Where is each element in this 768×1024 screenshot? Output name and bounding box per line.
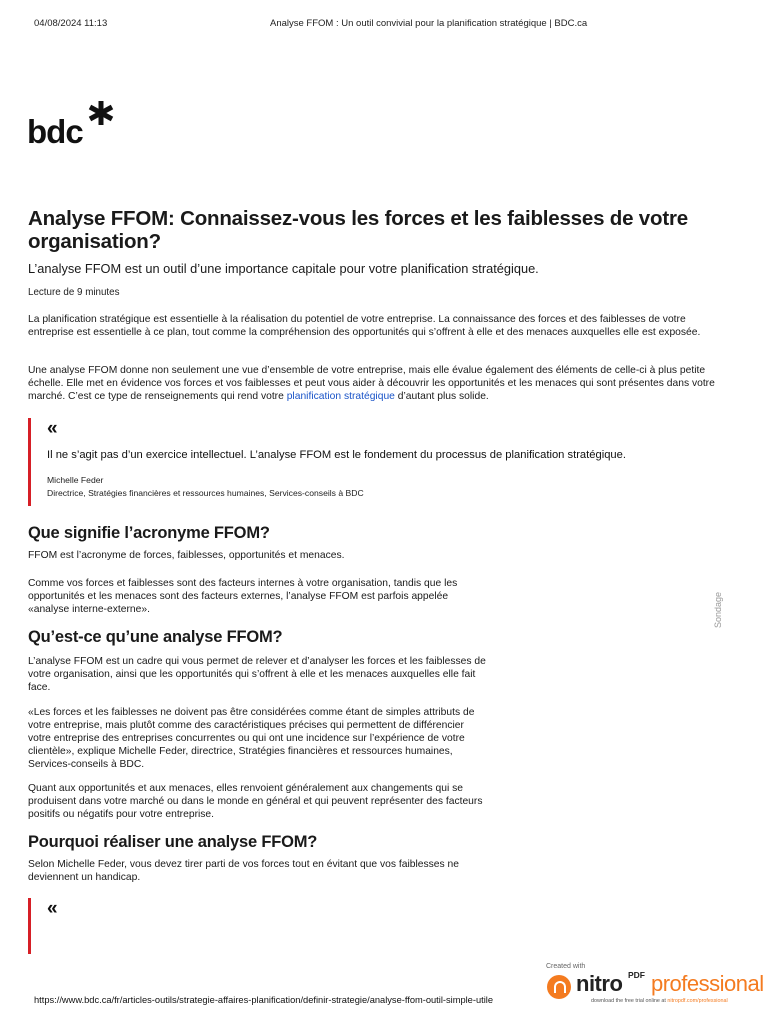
section-what-is-paragraph-2: «Les forces et les faiblesses ne doivent pas être considérées comme étant de simples attributs de votre entreprise, mais plutôt comme des caractéristiques précises qui permettent de différencier votre entreprise des entreprises concurrentes ou qui ont une incidence sur l’expérience de votre clientèle», explique Michelle Feder, directrice, Stratégies financières et ressources humaines, Services-conseils à BDC. xyxy=(28,707,475,770)
section-what-is-paragraph-3: Quant aux opportunités et aux menaces, elles renvoient généralement aux changements qui se produisent dans votre marché ou dans le monde en général et qui peuvent représenter des facteurs positifs ou négatifs pour votre entreprise. xyxy=(28,783,483,820)
print-footer-url: https://www.bdc.ca/fr/articles-outils/strategie-affaires-planification/definir-strategie/analyse-ffom-outil-simple-utile xyxy=(34,995,494,1005)
print-datetime: 04/08/2024 11:13 xyxy=(34,18,108,29)
strategic-planning-link[interactable]: planification stratégique xyxy=(286,391,395,402)
intro-paragraph-2 xyxy=(28,364,732,403)
bdc-logo-mark xyxy=(27,100,117,148)
watermark-edition: professional xyxy=(651,971,764,996)
section-heading-what-is: Qu’est-ce qu’une analyse FFOM? xyxy=(28,628,283,646)
section-what-is-paragraph-1: L’analyse FFOM est un cadre qui vous permet de relever et d’analyser les forces et les faiblesses de votre organisation, ainsi que les opportunités qui s’offrent à elle et les menaces auxquelles elle fait face. xyxy=(28,656,486,693)
intro-paragraph-1: La planification stratégique est essentielle à la réalisation du potentiel de votre entreprise. La connaissance des forces et des faiblesses de votre entreprise est essentielle à ce plan, tout comme la compréhension des opportunités qui s’offrent à elle et des menaces auxquelles elle est exposée. xyxy=(28,314,701,338)
section-heading-acronym: Que signifie l’acronyme FFOM? xyxy=(28,524,270,542)
quote-mark-icon: « xyxy=(47,898,58,919)
quote-mark-icon: « xyxy=(47,418,58,439)
watermark-tagline xyxy=(591,998,728,1004)
print-page-title: Analyse FFOM : Un outil convivial pour la planification stratégique | BDC.ca xyxy=(270,18,588,29)
bdc-logo-text: bdc xyxy=(27,113,83,148)
print-header xyxy=(34,18,618,32)
nitro-logo-icon xyxy=(547,975,571,999)
pull-quote xyxy=(28,418,735,506)
pull-quote-2 xyxy=(28,898,735,954)
survey-tab[interactable]: Sondage xyxy=(713,591,723,628)
watermark-brand: nitro xyxy=(576,971,623,996)
section-acronym-paragraph-1: FFOM est l’acronyme de forces, faiblesses, opportunités et menaces. xyxy=(28,550,345,561)
quote-author: Michelle Feder xyxy=(47,475,104,485)
intro-paragraph-2-text: Une analyse FFOM donne non seulement une vue d’ensemble de votre entreprise, mais elle évalue également des éléments de celle-ci à plus petite échelle. Elle met en évidence vos forces et vos faiblesses et peut vous aider à découvrir les opportunités et les menaces qui sont présentes dans votre marché. C’est ce type de renseignements qui rend votre xyxy=(28,365,715,402)
watermark-superscript: PDF xyxy=(628,970,645,980)
section-acronym-paragraph-2: Comme vos forces et faiblesses sont des facteurs internes à votre organisation, tandis que les opportunités et les menaces sont des facteurs externes, l’analyse FFOM est parfois appelée «analyse interne-externe». xyxy=(28,578,458,615)
watermark-created-with: Created with xyxy=(546,963,586,970)
watermark-tagline-text: download the free trial online at xyxy=(591,998,668,1004)
article-title: Analyse FFOM: Connaissez-vous les forces et les faiblesses de votre organisation? xyxy=(28,207,688,253)
asterisk-icon xyxy=(90,101,112,125)
article-subtitle: L’analyse FFOM est un outil d’une importance capitale pour votre planification stratégique. xyxy=(28,261,539,276)
section-heading-why: Pourquoi réaliser une analyse FFOM? xyxy=(28,833,318,851)
nitro-watermark xyxy=(543,961,763,1011)
reading-time: Lecture de 9 minutes xyxy=(28,287,120,298)
quote-author-role: Directrice, Stratégies financières et ressources humaines, Services-conseils à BDC xyxy=(47,488,364,498)
watermark-tagline-link: nitropdf.com/professional xyxy=(667,998,728,1004)
quote-text: Il ne s’agit pas d’un exercice intellectuel. L’analyse FFOM est le fondement du processus de planification stratégique. xyxy=(47,449,626,461)
section-why-paragraph-1: Selon Michelle Feder, vous devez tirer parti de vos forces tout en évitant que vos faiblesses ne deviennent un handicap. xyxy=(28,859,459,883)
bdc-logo[interactable] xyxy=(27,100,117,148)
intro-paragraph-2-end: d’autant plus solide. xyxy=(394,391,489,402)
